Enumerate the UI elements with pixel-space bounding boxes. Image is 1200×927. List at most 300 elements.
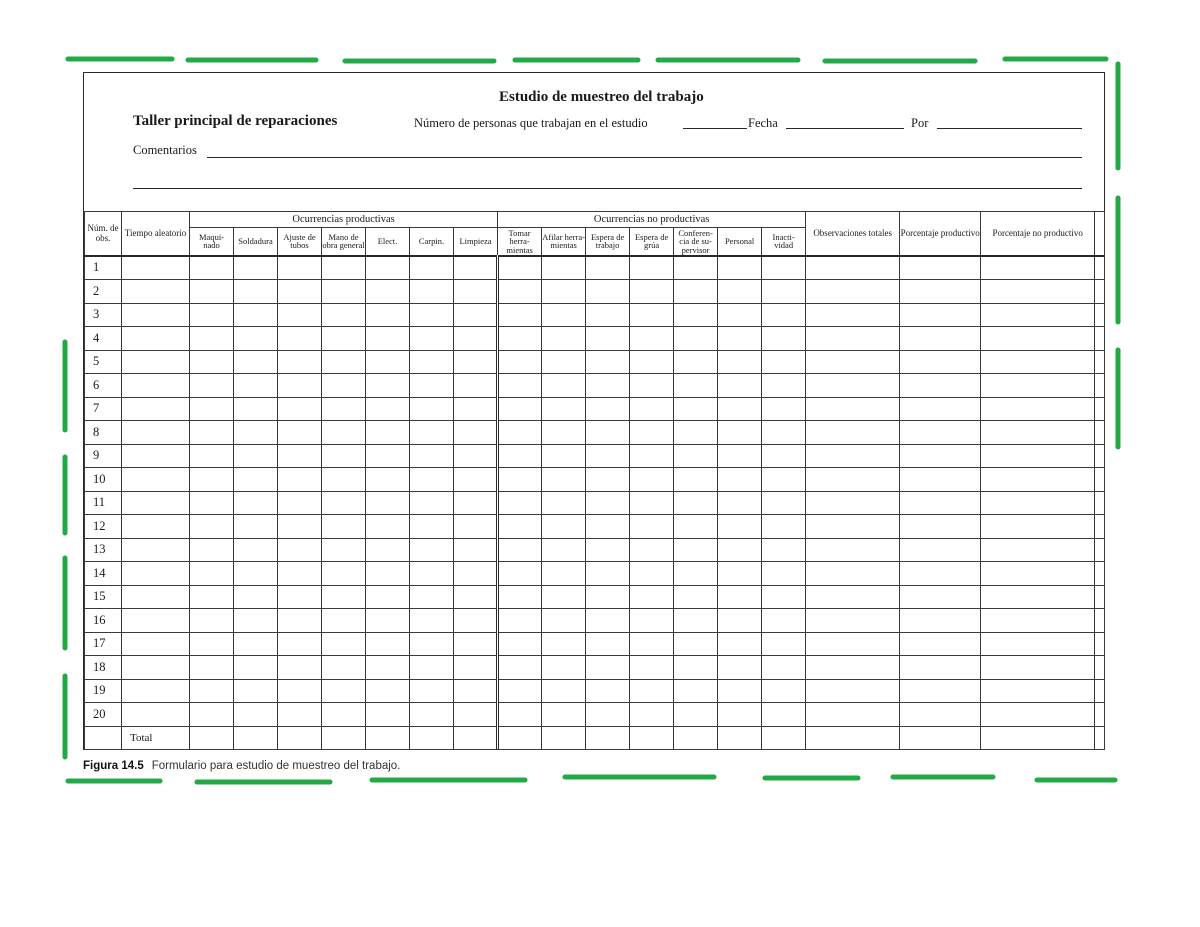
table-cell[interactable] (718, 515, 762, 539)
table-cell[interactable] (498, 444, 542, 468)
table-cell[interactable] (322, 703, 366, 727)
table-cell[interactable] (278, 421, 322, 445)
table-cell[interactable] (498, 421, 542, 445)
total-cell[interactable] (454, 726, 498, 749)
table-cell[interactable] (981, 280, 1095, 304)
table-cell[interactable] (278, 256, 322, 280)
comments-line-1[interactable] (207, 157, 1082, 158)
table-cell[interactable] (454, 491, 498, 515)
table-cell[interactable] (674, 703, 718, 727)
table-cell[interactable] (674, 421, 718, 445)
table-cell[interactable] (674, 679, 718, 703)
total-cell[interactable] (806, 726, 900, 749)
table-cell[interactable] (718, 421, 762, 445)
table-cell[interactable] (762, 679, 806, 703)
total-cell[interactable] (981, 726, 1095, 749)
table-cell[interactable] (718, 538, 762, 562)
table-cell[interactable] (410, 374, 454, 398)
table-cell[interactable] (410, 562, 454, 586)
table-cell[interactable] (454, 444, 498, 468)
table-cell[interactable] (586, 350, 630, 374)
table-cell[interactable] (586, 679, 630, 703)
table-cell[interactable] (674, 491, 718, 515)
table-cell[interactable] (122, 350, 190, 374)
table-cell[interactable] (454, 609, 498, 633)
table-cell[interactable] (366, 585, 410, 609)
table-cell[interactable] (454, 656, 498, 680)
table-cell[interactable] (122, 703, 190, 727)
table-cell[interactable] (190, 303, 234, 327)
table-cell[interactable] (454, 562, 498, 586)
table-cell[interactable] (718, 632, 762, 656)
total-cell[interactable] (762, 726, 806, 749)
table-cell[interactable] (900, 374, 981, 398)
table-cell[interactable] (366, 609, 410, 633)
table-cell[interactable] (278, 280, 322, 304)
table-cell[interactable] (542, 515, 586, 539)
table-cell[interactable] (122, 280, 190, 304)
table-cell[interactable] (806, 562, 900, 586)
table-cell[interactable] (190, 656, 234, 680)
table-cell[interactable] (122, 515, 190, 539)
table-cell[interactable] (542, 679, 586, 703)
table-cell[interactable] (762, 256, 806, 280)
table-cell[interactable] (542, 421, 586, 445)
table-cell[interactable] (900, 350, 981, 374)
table-cell[interactable] (762, 327, 806, 351)
table-cell[interactable] (762, 656, 806, 680)
table-cell[interactable] (806, 585, 900, 609)
total-cell[interactable] (190, 726, 234, 749)
table-cell[interactable] (454, 256, 498, 280)
table-cell[interactable] (674, 609, 718, 633)
table-cell[interactable] (900, 280, 981, 304)
table-cell[interactable] (366, 656, 410, 680)
table-cell[interactable] (322, 421, 366, 445)
table-cell[interactable] (900, 303, 981, 327)
table-cell[interactable] (586, 585, 630, 609)
table-cell[interactable] (498, 515, 542, 539)
table-cell[interactable] (718, 303, 762, 327)
table-cell[interactable] (586, 609, 630, 633)
table-cell[interactable] (498, 327, 542, 351)
table-cell[interactable] (322, 562, 366, 586)
table-cell[interactable] (542, 374, 586, 398)
table-cell[interactable] (190, 468, 234, 492)
table-cell[interactable] (234, 468, 278, 492)
table-cell[interactable] (190, 562, 234, 586)
table-cell[interactable] (366, 303, 410, 327)
table-cell[interactable] (366, 515, 410, 539)
table-cell[interactable] (542, 562, 586, 586)
table-cell[interactable] (630, 515, 674, 539)
table-cell[interactable] (410, 350, 454, 374)
table-cell[interactable] (190, 397, 234, 421)
table-cell[interactable] (981, 632, 1095, 656)
table-cell[interactable] (278, 632, 322, 656)
table-cell[interactable] (122, 327, 190, 351)
table-cell[interactable] (674, 397, 718, 421)
table-cell[interactable] (630, 327, 674, 351)
table-cell[interactable] (322, 538, 366, 562)
table-cell[interactable] (630, 397, 674, 421)
table-cell[interactable] (322, 491, 366, 515)
table-cell[interactable] (278, 327, 322, 351)
table-cell[interactable] (234, 491, 278, 515)
table-cell[interactable] (586, 444, 630, 468)
total-cell[interactable] (586, 726, 630, 749)
table-cell[interactable] (498, 491, 542, 515)
table-cell[interactable] (630, 562, 674, 586)
table-cell[interactable] (542, 632, 586, 656)
table-cell[interactable] (410, 397, 454, 421)
table-cell[interactable] (278, 538, 322, 562)
table-cell[interactable] (410, 632, 454, 656)
table-cell[interactable] (762, 350, 806, 374)
table-cell[interactable] (122, 585, 190, 609)
table-cell[interactable] (322, 327, 366, 351)
table-cell[interactable] (234, 350, 278, 374)
table-cell[interactable] (498, 374, 542, 398)
table-cell[interactable] (410, 256, 454, 280)
table-cell[interactable] (762, 538, 806, 562)
table-cell[interactable] (234, 397, 278, 421)
total-cell[interactable] (542, 726, 586, 749)
table-cell[interactable] (900, 468, 981, 492)
table-cell[interactable] (278, 679, 322, 703)
table-cell[interactable] (122, 656, 190, 680)
table-cell[interactable] (498, 585, 542, 609)
table-cell[interactable] (498, 280, 542, 304)
table-cell[interactable] (981, 562, 1095, 586)
table-cell[interactable] (278, 515, 322, 539)
table-cell[interactable] (278, 397, 322, 421)
table-cell[interactable] (674, 280, 718, 304)
table-cell[interactable] (762, 632, 806, 656)
table-cell[interactable] (630, 421, 674, 445)
table-cell[interactable] (586, 468, 630, 492)
table-cell[interactable] (190, 374, 234, 398)
table-cell[interactable] (410, 444, 454, 468)
table-cell[interactable] (762, 468, 806, 492)
table-cell[interactable] (718, 374, 762, 398)
table-cell[interactable] (718, 468, 762, 492)
table-cell[interactable] (410, 421, 454, 445)
table-cell[interactable] (806, 632, 900, 656)
table-cell[interactable] (542, 468, 586, 492)
total-cell[interactable] (234, 726, 278, 749)
table-cell[interactable] (366, 256, 410, 280)
table-cell[interactable] (366, 562, 410, 586)
table-cell[interactable] (454, 515, 498, 539)
table-cell[interactable] (630, 703, 674, 727)
table-cell[interactable] (234, 656, 278, 680)
table-cell[interactable] (122, 562, 190, 586)
table-cell[interactable] (322, 397, 366, 421)
table-cell[interactable] (322, 468, 366, 492)
table-cell[interactable] (498, 632, 542, 656)
table-cell[interactable] (630, 491, 674, 515)
table-cell[interactable] (122, 421, 190, 445)
table-cell[interactable] (122, 609, 190, 633)
table-cell[interactable] (234, 703, 278, 727)
table-cell[interactable] (981, 609, 1095, 633)
table-cell[interactable] (981, 327, 1095, 351)
table-cell[interactable] (322, 444, 366, 468)
table-cell[interactable] (674, 656, 718, 680)
table-cell[interactable] (630, 632, 674, 656)
table-cell[interactable] (586, 703, 630, 727)
table-cell[interactable] (498, 609, 542, 633)
table-cell[interactable] (900, 256, 981, 280)
table-cell[interactable] (190, 703, 234, 727)
table-cell[interactable] (900, 421, 981, 445)
date-field[interactable] (786, 128, 904, 129)
table-cell[interactable] (674, 444, 718, 468)
table-cell[interactable] (454, 632, 498, 656)
table-cell[interactable] (190, 679, 234, 703)
table-cell[interactable] (900, 397, 981, 421)
table-cell[interactable] (762, 609, 806, 633)
table-cell[interactable] (410, 327, 454, 351)
table-cell[interactable] (234, 585, 278, 609)
table-cell[interactable] (762, 280, 806, 304)
table-cell[interactable] (718, 491, 762, 515)
total-cell[interactable] (498, 726, 542, 749)
table-cell[interactable] (122, 468, 190, 492)
table-cell[interactable] (806, 656, 900, 680)
table-cell[interactable] (366, 444, 410, 468)
total-cell[interactable] (366, 726, 410, 749)
table-cell[interactable] (498, 538, 542, 562)
table-cell[interactable] (410, 280, 454, 304)
total-cell[interactable] (630, 726, 674, 749)
people-count-field[interactable] (683, 128, 747, 129)
table-cell[interactable] (981, 703, 1095, 727)
table-cell[interactable] (586, 256, 630, 280)
table-cell[interactable] (981, 468, 1095, 492)
table-cell[interactable] (122, 491, 190, 515)
table-cell[interactable] (630, 303, 674, 327)
table-cell[interactable] (630, 609, 674, 633)
table-cell[interactable] (498, 350, 542, 374)
table-cell[interactable] (454, 374, 498, 398)
table-cell[interactable] (806, 421, 900, 445)
table-cell[interactable] (762, 303, 806, 327)
table-cell[interactable] (674, 585, 718, 609)
table-cell[interactable] (190, 609, 234, 633)
table-cell[interactable] (542, 609, 586, 633)
table-cell[interactable] (278, 468, 322, 492)
table-cell[interactable] (122, 374, 190, 398)
table-cell[interactable] (366, 397, 410, 421)
table-cell[interactable] (366, 468, 410, 492)
table-cell[interactable] (410, 491, 454, 515)
table-cell[interactable] (498, 256, 542, 280)
table-cell[interactable] (718, 327, 762, 351)
table-cell[interactable] (981, 515, 1095, 539)
table-cell[interactable] (981, 350, 1095, 374)
table-cell[interactable] (278, 491, 322, 515)
table-cell[interactable] (542, 538, 586, 562)
table-cell[interactable] (322, 632, 366, 656)
table-cell[interactable] (586, 327, 630, 351)
table-cell[interactable] (322, 350, 366, 374)
table-cell[interactable] (586, 491, 630, 515)
table-cell[interactable] (806, 679, 900, 703)
table-cell[interactable] (122, 679, 190, 703)
table-cell[interactable] (410, 515, 454, 539)
table-cell[interactable] (190, 327, 234, 351)
table-cell[interactable] (322, 515, 366, 539)
table-cell[interactable] (981, 374, 1095, 398)
total-cell[interactable] (322, 726, 366, 749)
table-cell[interactable] (410, 538, 454, 562)
table-cell[interactable] (718, 280, 762, 304)
total-cell[interactable] (410, 726, 454, 749)
table-cell[interactable] (674, 538, 718, 562)
table-cell[interactable] (762, 585, 806, 609)
table-cell[interactable] (900, 515, 981, 539)
table-cell[interactable] (542, 350, 586, 374)
table-cell[interactable] (806, 609, 900, 633)
table-cell[interactable] (366, 632, 410, 656)
table-cell[interactable] (498, 562, 542, 586)
table-cell[interactable] (122, 444, 190, 468)
total-cell[interactable] (674, 726, 718, 749)
table-cell[interactable] (278, 303, 322, 327)
table-cell[interactable] (234, 444, 278, 468)
table-cell[interactable] (806, 303, 900, 327)
table-cell[interactable] (542, 491, 586, 515)
table-cell[interactable] (234, 538, 278, 562)
table-cell[interactable] (234, 374, 278, 398)
table-cell[interactable] (806, 397, 900, 421)
table-cell[interactable] (454, 421, 498, 445)
table-cell[interactable] (498, 703, 542, 727)
table-cell[interactable] (718, 562, 762, 586)
table-cell[interactable] (234, 632, 278, 656)
table-cell[interactable] (542, 280, 586, 304)
table-cell[interactable] (190, 515, 234, 539)
table-cell[interactable] (322, 256, 366, 280)
table-cell[interactable] (410, 585, 454, 609)
table-cell[interactable] (900, 538, 981, 562)
table-cell[interactable] (122, 256, 190, 280)
table-cell[interactable] (762, 421, 806, 445)
table-cell[interactable] (718, 679, 762, 703)
table-cell[interactable] (762, 562, 806, 586)
table-cell[interactable] (278, 562, 322, 586)
table-cell[interactable] (190, 256, 234, 280)
table-cell[interactable] (454, 468, 498, 492)
table-cell[interactable] (454, 350, 498, 374)
table-cell[interactable] (981, 397, 1095, 421)
table-cell[interactable] (586, 632, 630, 656)
table-cell[interactable] (234, 421, 278, 445)
table-cell[interactable] (410, 703, 454, 727)
table-cell[interactable] (630, 444, 674, 468)
table-cell[interactable] (366, 374, 410, 398)
table-cell[interactable] (454, 303, 498, 327)
table-cell[interactable] (674, 350, 718, 374)
table-cell[interactable] (498, 679, 542, 703)
table-cell[interactable] (322, 280, 366, 304)
table-cell[interactable] (454, 703, 498, 727)
table-cell[interactable] (630, 350, 674, 374)
table-cell[interactable] (981, 303, 1095, 327)
table-cell[interactable] (234, 280, 278, 304)
table-cell[interactable] (278, 703, 322, 727)
table-cell[interactable] (900, 327, 981, 351)
table-cell[interactable] (674, 562, 718, 586)
table-cell[interactable] (454, 280, 498, 304)
table-cell[interactable] (234, 327, 278, 351)
table-cell[interactable] (806, 468, 900, 492)
table-cell[interactable] (190, 421, 234, 445)
table-cell[interactable] (981, 256, 1095, 280)
table-cell[interactable] (806, 327, 900, 351)
table-cell[interactable] (674, 632, 718, 656)
table-cell[interactable] (586, 303, 630, 327)
table-cell[interactable] (542, 444, 586, 468)
table-cell[interactable] (498, 397, 542, 421)
table-cell[interactable] (586, 397, 630, 421)
table-cell[interactable] (190, 585, 234, 609)
table-cell[interactable] (278, 350, 322, 374)
table-cell[interactable] (234, 256, 278, 280)
table-cell[interactable] (278, 609, 322, 633)
table-cell[interactable] (674, 374, 718, 398)
table-cell[interactable] (630, 468, 674, 492)
table-cell[interactable] (630, 679, 674, 703)
table-cell[interactable] (454, 585, 498, 609)
table-cell[interactable] (366, 421, 410, 445)
table-cell[interactable] (762, 491, 806, 515)
table-cell[interactable] (586, 421, 630, 445)
table-cell[interactable] (718, 585, 762, 609)
table-cell[interactable] (190, 491, 234, 515)
table-cell[interactable] (234, 679, 278, 703)
table-cell[interactable] (542, 303, 586, 327)
table-cell[interactable] (410, 679, 454, 703)
table-cell[interactable] (674, 515, 718, 539)
table-cell[interactable] (410, 303, 454, 327)
table-cell[interactable] (630, 374, 674, 398)
table-cell[interactable] (586, 538, 630, 562)
table-cell[interactable] (542, 656, 586, 680)
table-cell[interactable] (981, 444, 1095, 468)
table-cell[interactable] (981, 491, 1095, 515)
table-cell[interactable] (122, 538, 190, 562)
table-cell[interactable] (630, 256, 674, 280)
table-cell[interactable] (366, 350, 410, 374)
table-cell[interactable] (630, 280, 674, 304)
table-cell[interactable] (122, 632, 190, 656)
table-cell[interactable] (322, 585, 366, 609)
table-cell[interactable] (234, 303, 278, 327)
table-cell[interactable] (542, 585, 586, 609)
table-cell[interactable] (190, 280, 234, 304)
table-cell[interactable] (762, 397, 806, 421)
table-cell[interactable] (630, 585, 674, 609)
table-cell[interactable] (190, 538, 234, 562)
table-cell[interactable] (366, 491, 410, 515)
table-cell[interactable] (366, 327, 410, 351)
table-cell[interactable] (718, 656, 762, 680)
table-cell[interactable] (630, 656, 674, 680)
table-cell[interactable] (981, 656, 1095, 680)
